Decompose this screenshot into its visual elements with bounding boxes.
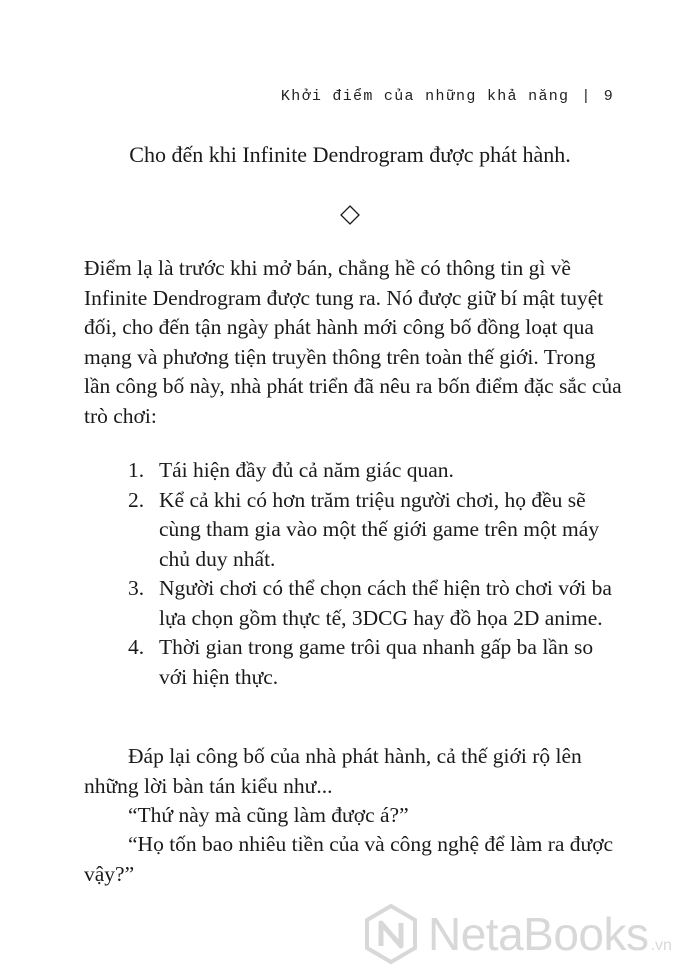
- paragraph-response: Đáp lại công bố của nhà phát hành, cả thế giới rộ lên những lời bàn tán kiểu như...: [84, 744, 582, 798]
- paragraph-intro: Điểm lạ là trước khi mở bán, chẳng hề có thông tin gì về Infinite Dendrogram được tung ra. Nó được giữ bí mật tuyệt đối, cho đến tận ngày phát hành mới công bố đồng loạt qua mạng và phương tiện truyền thông trên toàn thế giới. Trong lần công bố này, nhà phát triển đã nêu ra bốn điểm đặc sắc của trò chơi:: [84, 256, 622, 428]
- list-text: Kể cả khi có hơn trăm triệu người chơi, họ đều sẽ cùng tham gia vào một thế giới game trên một máy chủ duy nhất.: [159, 487, 600, 571]
- list-text: Tái hiện đầy đủ cả năm giác quan.: [159, 458, 454, 482]
- watermark: [360, 903, 672, 965]
- list-number: 3.: [128, 576, 145, 600]
- list-text: Người chơi có thể chọn cách thể hiện trò chơi với ba lựa chọn gồm thực tế, 3DCG hay đồ họa 2D anime.: [159, 576, 612, 630]
- list-number: 4.: [128, 635, 145, 659]
- running-header: [281, 88, 614, 105]
- list-number: 1.: [128, 458, 145, 482]
- watermark-brand: NetaBooks: [428, 908, 649, 960]
- chapter-title: Khởi điểm của những khả năng: [280, 88, 570, 105]
- list-item: [128, 574, 614, 633]
- watermark-suffix: .vn: [650, 937, 672, 954]
- list-item: [128, 486, 614, 575]
- opening-line: Cho đến khi Infinite Dendrogram được phát hành.: [129, 142, 571, 167]
- list-number: 2.: [128, 487, 145, 512]
- quote-1: “Thứ này mà cũng làm được á?”: [128, 803, 409, 827]
- feature-list: [128, 456, 614, 692]
- quote-2: “Họ tốn bao nhiêu tiền của và công nghệ để làm ra được vậy?”: [84, 832, 614, 886]
- list-item: [128, 456, 614, 486]
- diamond-icon: [340, 205, 360, 225]
- netabooks-logo-icon: [360, 903, 422, 965]
- page-number: 9: [603, 88, 614, 105]
- list-text: Thời gian trong game trôi qua nhanh gấp ba lần so với hiện thực.: [159, 635, 594, 689]
- header-separator: |: [581, 88, 592, 105]
- list-item: [128, 633, 614, 692]
